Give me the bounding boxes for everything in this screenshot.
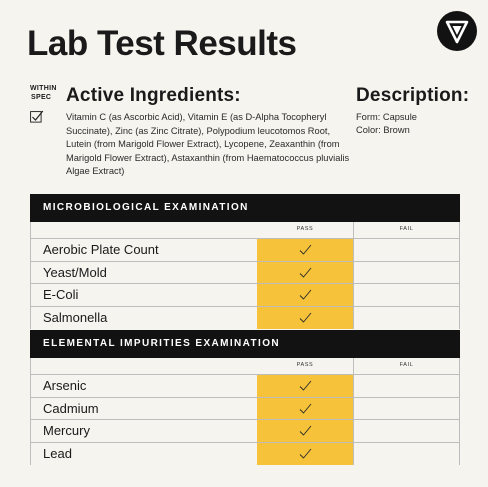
table-row <box>30 262 460 285</box>
active-ingredients-text: Vitamin C (as Ascorbic Acid), Vitamin E (as D-Alpha Tocopheryl Succinate), Zinc (as Zinc Citrate), Polypodium leucotomos Root, Lutein (from Marigold Flower Extract), Lycopene, Zeaxanthin (from Marigold Flower Extract), Astaxanthin (from Haematococcus pluvialis Algae Extract) <box>66 112 350 177</box>
table-row <box>30 375 460 398</box>
fail-cell <box>353 443 460 466</box>
pass-column-header: PASS <box>296 362 314 368</box>
checkmark-icon <box>299 267 312 279</box>
test-name: Yeast/Mold <box>43 264 107 280</box>
column-headers <box>30 358 460 375</box>
table-row <box>30 284 460 307</box>
v-triangle-logo-icon <box>437 11 477 51</box>
fail-column-header: FAIL <box>353 226 460 232</box>
pass-cell <box>257 284 353 306</box>
table-row <box>30 239 460 262</box>
pass-cell <box>257 443 353 466</box>
page-title: Lab Test Results <box>27 24 297 63</box>
microbiological-table <box>30 194 460 329</box>
test-name: E-Coli <box>43 287 79 302</box>
pass-column-header: PASS <box>296 226 314 232</box>
checkmark-icon <box>299 312 312 324</box>
fail-cell <box>353 262 460 284</box>
fail-cell <box>353 284 460 306</box>
elemental-impurities-table <box>30 330 460 465</box>
description-heading: Description: <box>356 85 470 106</box>
pass-cell <box>257 307 353 330</box>
active-ingredients-heading: Active Ingredients: <box>66 85 241 106</box>
test-name: Aerobic Plate Count <box>43 242 159 257</box>
test-name: Cadmium <box>43 400 99 416</box>
fail-cell <box>353 398 460 420</box>
checkmark-icon <box>299 380 312 392</box>
section-header: MICROBIOLOGICAL EXAMINATION <box>30 194 460 222</box>
test-name: Salmonella <box>43 309 108 325</box>
fail-cell <box>353 375 460 397</box>
table-row <box>30 443 460 466</box>
table-row <box>30 420 460 443</box>
checkbox-check-icon <box>30 110 44 124</box>
checkmark-icon <box>299 289 312 301</box>
checkmark-icon <box>299 403 312 415</box>
fail-cell <box>353 420 460 442</box>
description-color: Color: Brown <box>356 125 410 135</box>
fail-cell <box>353 307 460 330</box>
pass-cell <box>257 239 353 261</box>
column-headers <box>30 222 460 239</box>
description-form: Form: Capsule <box>356 112 417 122</box>
pass-cell <box>257 375 353 397</box>
table-row <box>30 307 460 330</box>
test-name: Lead <box>43 445 72 461</box>
table-row <box>30 398 460 421</box>
checkmark-icon <box>299 244 312 256</box>
pass-cell <box>257 420 353 442</box>
test-name: Mercury <box>43 423 90 438</box>
pass-cell <box>257 398 353 420</box>
section-header: ELEMENTAL IMPURITIES EXAMINATION <box>30 330 460 358</box>
test-name: Arsenic <box>43 378 87 393</box>
fail-column-header: FAIL <box>353 362 460 368</box>
fail-cell <box>353 239 460 261</box>
checkmark-icon <box>299 448 312 460</box>
within-spec-label: WITHIN SPEC <box>30 85 57 101</box>
pass-cell <box>257 262 353 284</box>
checkmark-icon <box>299 425 312 437</box>
